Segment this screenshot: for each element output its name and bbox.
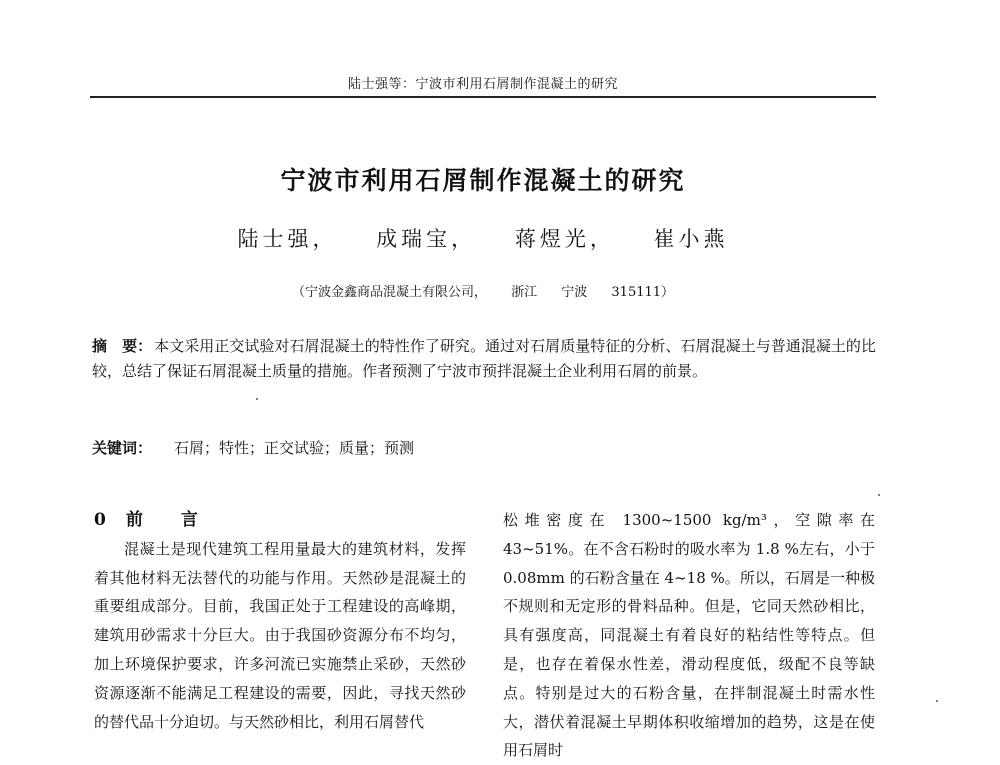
affiliation-org: （宁波金鑫商品混凝土有限公司， <box>291 285 487 300</box>
author-list <box>90 223 876 253</box>
author: 陆士强， <box>237 227 338 251</box>
author: 蒋煜光， <box>514 227 615 251</box>
keywords-text: 石屑；特性；正交试验；质量；预测 <box>174 439 415 457</box>
section-name: 前言 <box>125 510 236 530</box>
affiliation <box>90 281 876 300</box>
author: 崔小燕 <box>653 227 729 251</box>
scan-speck <box>256 398 258 400</box>
author: 成瑞宝， <box>376 227 477 251</box>
keywords <box>92 437 876 458</box>
scan-speck <box>936 700 938 702</box>
section-number: 0 <box>94 510 106 530</box>
affiliation-postcode: 315111） <box>611 285 675 300</box>
keywords-label: 关键词： <box>92 439 153 457</box>
header-rule <box>90 96 876 98</box>
abstract-label: 摘 要： <box>92 337 153 355</box>
scan-speck <box>878 494 880 496</box>
paper-title: 宁波市利用石屑制作混凝土的研究 <box>280 166 686 195</box>
section-heading <box>94 506 466 535</box>
left-column-paragraph: 混凝土是现代建筑工程用量最大的建筑材料，发挥着其他材料无法替代的功能与作用。天然砂是混凝土的重要组成部分。目前，我国正处于工程建设的高峰期，建筑用砂需求十分巨大。由于我国砂资源分布不均匀，加上环境保护要求，许多河流已实施禁止采砂，天然砂资源逐渐不能满足工程建设的需要，因此，寻找天然砂的替代品十分迫切。与天然砂相比，利用石屑替代 <box>94 539 466 731</box>
right-column-paragraph: 松堆密度在 1300~1500 kg/m³，空隙率在 43~51%。在不含石粉时的吸水率为 1.8 %左右，小于 0.08mm 的石粉含量在 4~18 %。所以，石屑是一种极不规则和无定形的骨料品种。但是，它同天然砂相比，具有强度高，同混凝土有着良好的粘结性等特点。但是，也存在着保水性差，滑动程度低，级配不良等缺点。特别是过大的石粉含量，在拌制混凝土时需水性大，潜伏着混凝土早期体积收缩增加的趋势，这是在使用石屑时 <box>503 511 875 760</box>
right-column <box>503 506 875 765</box>
affiliation-city: 宁波 <box>561 285 588 300</box>
abstract-text: 本文采用正交试验对石屑混凝土的特性作了研究。通过对石屑质量特征的分析、石屑混凝土与普通混凝土的比较，总结了保证石屑混凝土质量的措施。作者预测了宁波市预拌混凝土企业利用石屑的前景。 <box>92 337 876 380</box>
abstract <box>92 334 876 384</box>
affiliation-province: 浙江 <box>511 285 538 300</box>
running-head: 陆士强等：宁波市利用石屑制作混凝土的研究 <box>347 77 618 92</box>
left-column <box>94 506 466 736</box>
